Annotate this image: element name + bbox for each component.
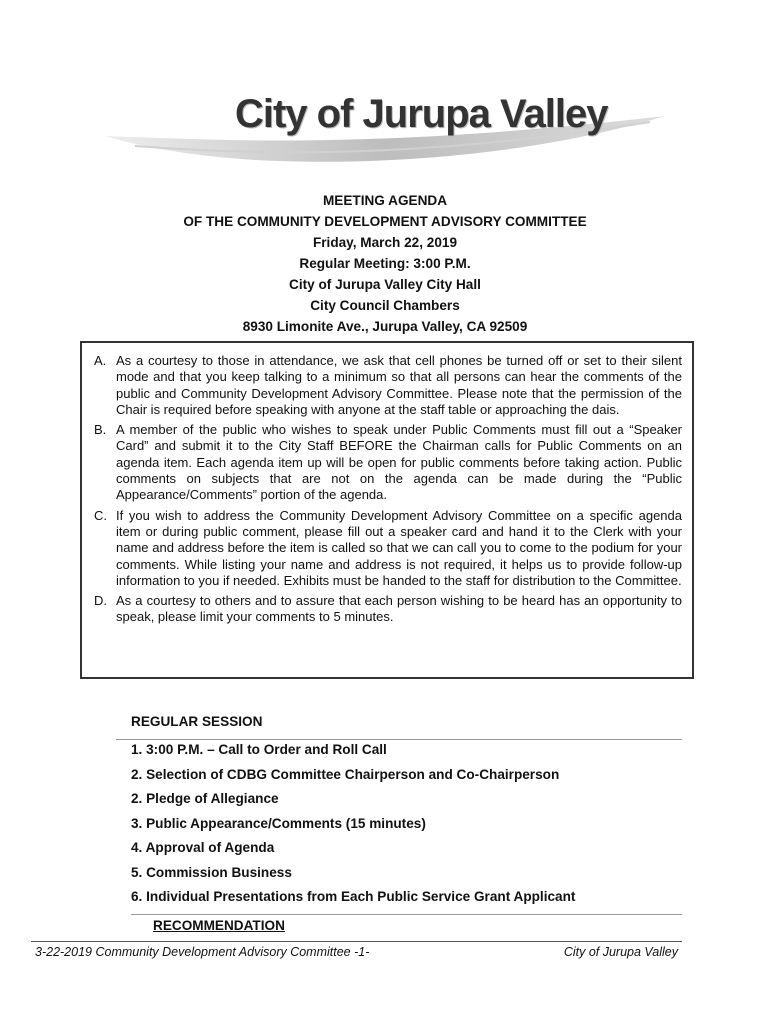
agenda-item: 1. 3:00 P.M. – Call to Order and Roll Call <box>131 742 387 757</box>
public-notice-box <box>80 341 694 679</box>
agenda-item: 4. Approval of Agenda <box>131 840 275 855</box>
header-venue: City of Jurupa Valley City Hall <box>289 277 481 292</box>
notice-text: A member of the public who wishes to speak under Public Comments must fill out a “Speaker Card” and submit it to the City Staff BEFORE the Chairman calls for Public Comments on an agenda item. Each agenda item up will be open for public comments before taking action. Public comments on subjects that are not on the agenda can be made during the “Public Appearance/Comments” portion of the agenda. <box>116 422 682 503</box>
header-address: 8930 Limonite Ave., Jurupa Valley, CA 92509 <box>242 319 528 334</box>
header-time: Regular Meeting: 3:00 P.M. <box>299 256 471 271</box>
notice-text: As a courtesy to those in attendance, we ask that cell phones be turned off or set to their silent mode and that you keep talking to a minimum so that all persons can hear the comments of the public and Community Development Advisory Committee. Please note that the permission of the Chair is required before speaking with anyone at the staff table or approaching the dais. <box>116 353 682 417</box>
footer-city-name: City of Jurupa Valley <box>563 945 678 959</box>
divider <box>131 914 682 915</box>
notice-letter: D. <box>94 593 107 609</box>
agenda-item: 5. Commission Business <box>131 864 292 880</box>
divider <box>116 739 682 740</box>
agenda-item: 3. Public Appearance/Comments (15 minutes) <box>131 815 426 831</box>
header-committee: OF THE COMMUNITY DEVELOPMENT ADVISORY COMMITTEE <box>183 214 587 229</box>
agenda-item: 2. Selection of CDBG Committee Chairperson and Co-Chairperson <box>131 766 560 782</box>
notice-letter: C. <box>94 507 107 523</box>
notice-letter: A. <box>94 353 107 368</box>
footer-meeting-info: 3-22-2019 Community Development Advisory Committee -1- <box>35 945 370 959</box>
notice-text: As a courtesy to others and to assure that each person wishing to be heard has an opportunity to speak, please limit your comments to 5 minutes. <box>116 593 682 625</box>
notice-item <box>94 593 682 626</box>
recommendation-heading: RECOMMENDATION <box>153 918 285 933</box>
notice-item <box>94 422 682 503</box>
agenda-item: 2. Pledge of Allegiance <box>131 791 279 806</box>
header-title: MEETING AGENDA <box>322 193 448 208</box>
header-date: Friday, March 22, 2019 <box>312 235 458 250</box>
agenda-header <box>0 190 770 337</box>
agenda-item: 6. Individual Presentations from Each Public Service Grant Applicant <box>131 889 576 904</box>
notice-item <box>94 353 682 418</box>
session-heading: REGULAR SESSION <box>131 714 263 729</box>
notice-text: If you wish to address the Community Development Advisory Committee on a specific agenda item or during public comment, please fill out a speaker card and hand it to the Clerk with your name and address before the item is called so that we can call you to come to the podium for your comments. While listing your name and address is not required, it helps us to provide follow-up information to you if needed. Exhibits must be handed to the staff for distribution to the Committee. <box>116 507 682 588</box>
notice-letter: B. <box>94 422 107 438</box>
logo-text: City of Jurupa Valley <box>235 92 608 136</box>
agenda-list <box>131 742 575 914</box>
footer-divider <box>31 941 682 942</box>
city-logo <box>105 88 665 193</box>
notice-item <box>94 508 682 589</box>
header-room: City Council Chambers <box>310 298 460 313</box>
